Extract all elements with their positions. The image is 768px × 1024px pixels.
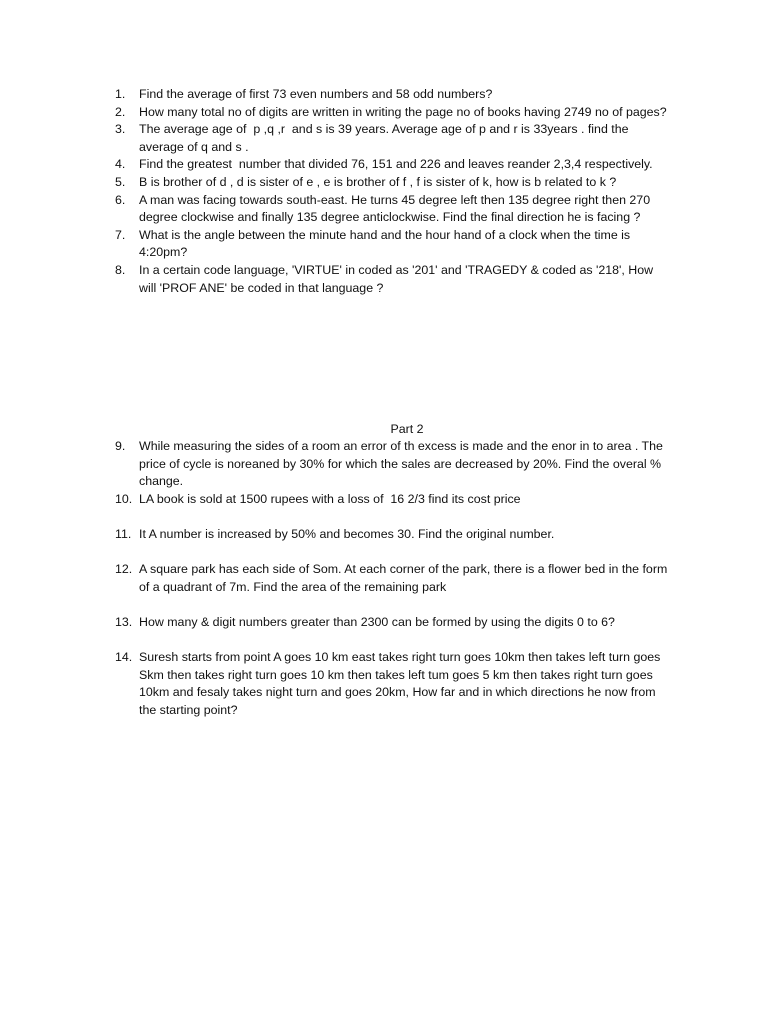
question-item (108, 438, 668, 491)
question-item (108, 649, 668, 719)
question-text: How many total no of digits are written in writing the page no of books having 2749 no of pages? (139, 104, 667, 119)
question-text: How many & digit numbers greater than 2300 can be formed by using the digits 0 to 6? (139, 614, 615, 629)
question-item (108, 614, 668, 632)
question-text: LA book is sold at 1500 rupees with a loss of 16 2/3 find its cost price (139, 491, 521, 506)
question-number: 2. (115, 104, 126, 119)
question-number: 13. (115, 614, 133, 629)
question-text: The average age of p ,q ,r and s is 39 years. Average age of p and r is 33years . find the average of q and s . (139, 122, 632, 154)
question-number: 6. (115, 192, 126, 207)
part-2-heading: Part 2 (390, 422, 424, 436)
question-text: While measuring the sides of a room an error of th excess is made and the enor in to area . The price of cycle is noreaned by 30% for which the sales are decreased by 20%. Find the overal % change. (139, 439, 667, 489)
question-text: A square park has each side of Som. At each corner of the park, there is a flower bed in the form of a quadrant of 7m. Find the area of the remaining park (139, 562, 671, 594)
question-text: Find the average of first 73 even numbers and 58 odd numbers? (139, 87, 493, 101)
question-item (108, 192, 668, 227)
question-item (108, 561, 671, 596)
question-text: In a certain code language, 'VIRTUE' in coded as '201' and 'TRAGEDY & coded as '218', How will 'PROF ANE' be coded in that language ? (139, 262, 657, 295)
question-number: 12. (115, 562, 133, 577)
question-number: 5. (115, 174, 126, 189)
question-list-part-1 (108, 86, 668, 297)
question-text: What is the angle between the minute hand and the hour hand of a clock when the time is 4:20pm? (139, 227, 634, 260)
question-item (108, 526, 668, 544)
question-item (108, 86, 668, 104)
question-number: 8. (115, 262, 126, 277)
question-number: 3. (115, 122, 126, 137)
question-number: 11. (115, 526, 132, 541)
question-number: 7. (115, 227, 126, 242)
question-item (108, 156, 668, 174)
question-number: 9. (115, 439, 126, 453)
question-text: Suresh starts from point A goes 10 km east takes right turn goes 10km then takes left turn goes Skm then takes right turn goes 10 km then takes left tum goes 5 km then takes right turn goes 10km and fesaly takes night turn and goes 20km, How far and in which directions he now from the starting point? (139, 650, 664, 717)
question-item (108, 104, 668, 122)
question-number: 1. (115, 87, 126, 101)
question-text: Find the greatest number that divided 76, 151 and 226 and leaves reander 2,3,4 respectively. (139, 157, 653, 172)
question-item (108, 262, 668, 297)
question-number: 10. (115, 491, 133, 506)
question-item (108, 174, 668, 192)
question-text: B is brother of d , d is sister of e , e is brother of f , f is sister of k, how is b related to k ? (139, 174, 617, 189)
question-number: 4. (115, 157, 126, 172)
question-item (108, 227, 668, 262)
question-item (108, 491, 668, 509)
question-list-part-2 (108, 438, 671, 720)
question-item (108, 121, 668, 156)
question-text: It A number is increased by 50% and becomes 30. Find the original number. (139, 526, 555, 541)
question-number: 14. (115, 650, 133, 665)
question-text: A man was facing towards south-east. He turns 45 degree left then 135 degree right then 270 degree clockwise and finally 135 degree anticlockwise. Find the final direction he is facing ? (139, 192, 654, 225)
